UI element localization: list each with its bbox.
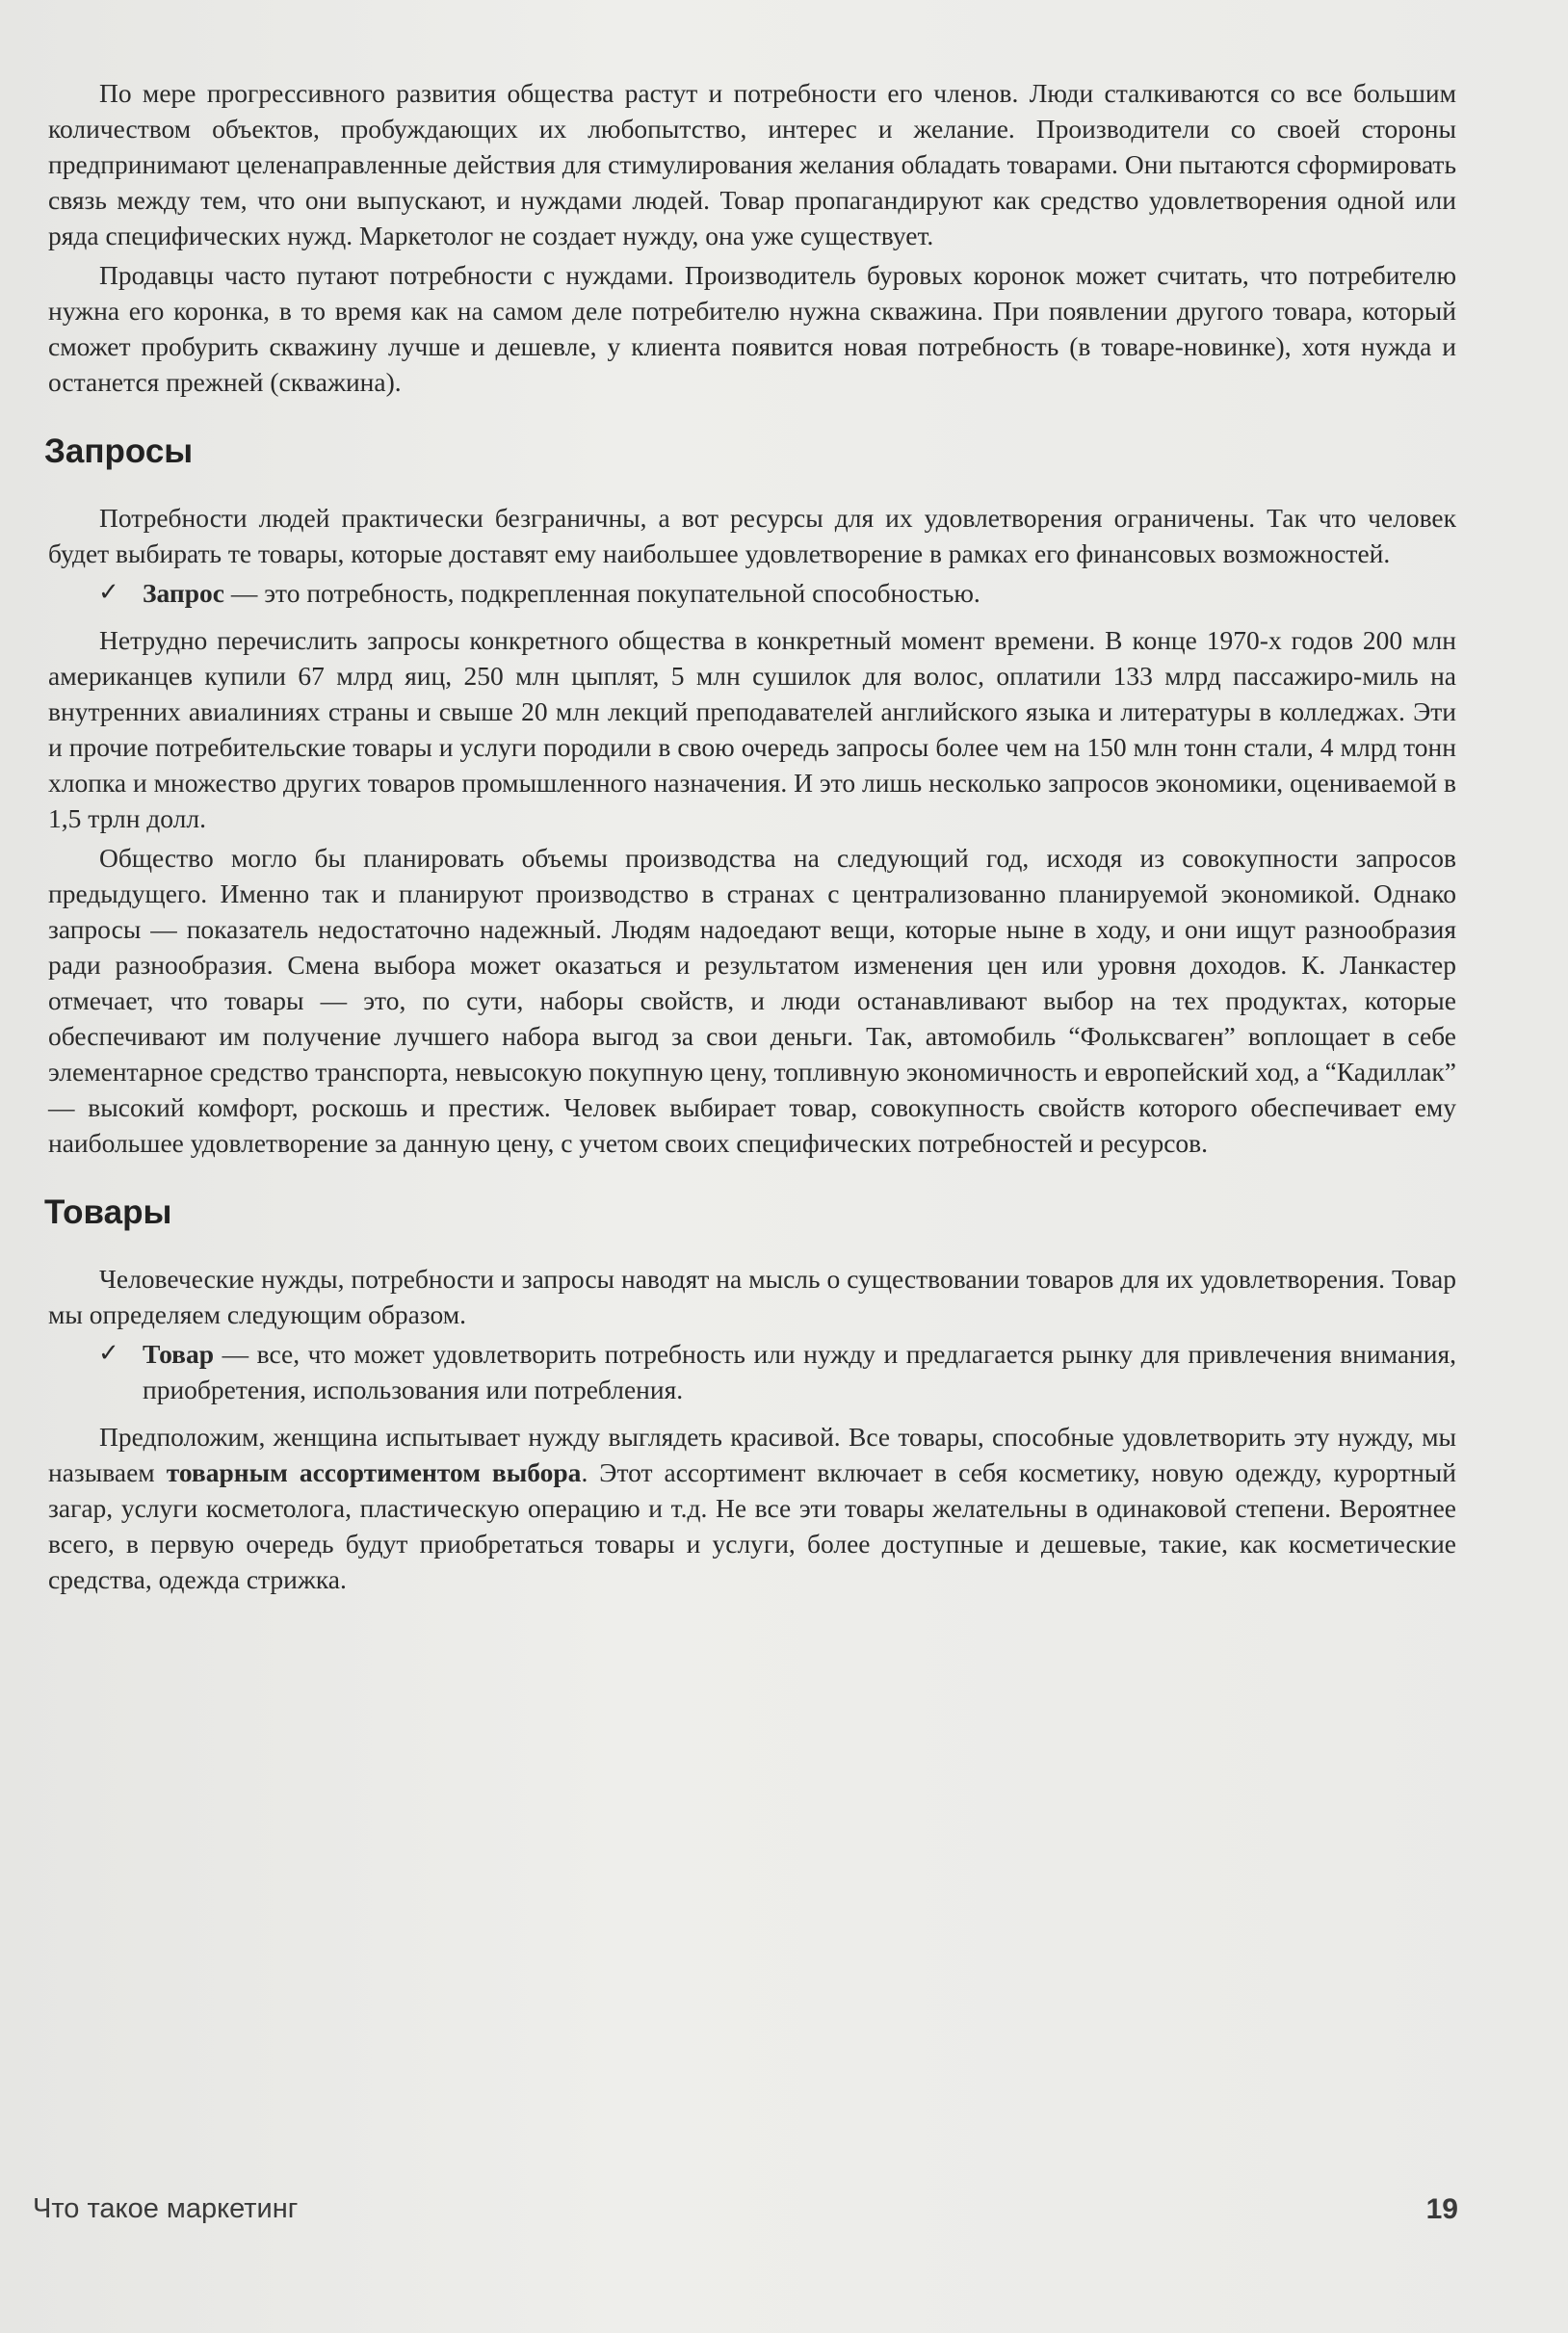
section-heading-goods: Товары: [44, 1193, 172, 1231]
definition-term: Товар: [143, 1339, 215, 1369]
goods-paragraph-1: Человеческие нужды, потребности и запросы наводят на мысль о существовании товаров для их удовлетворения. Товар мы определяем следующим образом.: [48, 1264, 1456, 1329]
paragraph-text: Предположим, женщина испытывает нужду выглядеть красивой. Все товары, способные удовлетворить эту нужду, мы называем: [48, 1422, 1456, 1487]
definition-goods: [48, 1336, 1456, 1407]
definition-text: — это потребность, подкрепленная покупательной способностью.: [224, 578, 980, 608]
definition-request: [48, 575, 1456, 611]
intro-paragraph-1: По мере прогрессивного развития общества растут и потребности его членов. Люди сталкиваются со все большим количеством объектов, пробуждающих их любопытство, интерес и желание. Производители со своей стороны предпринимают целенаправленные действия для стимулирования желания обладать товарами. Они пытаются сформировать связь между тем, что они выпускают, и нуждами людей. Товар пропагандируют как средство удовлетворения одной или ряда специфических нужд. Маркетолог не создает нужду, она уже существует.: [48, 78, 1456, 250]
page-content: [44, 75, 1456, 1601]
goods-paragraph-2: [48, 1419, 1456, 1597]
requests-paragraph-3: Общество могло бы планировать объемы производства на следующий год, исходя из совокупности запросов предыдущего. Именно так и планируют производство в странах с централизованно планируемой экономикой. Однако запросы — показатель недостаточно надежный. Людям надоедают вещи, которые ныне в ходу, и они ищут разнообразия ради разнообразия. Смена выбора может оказаться и результатом изменения цен или уровня доходов. К. Ланкастер отмечает, что товары — это, по сути, наборы свойств, и люди останавливают выбор на тех продуктах, которые обеспечивают им получение лучшего набора выгод за свои деньги. Так, автомобиль “Фольксваген” воплощает в себе элементарное средство транспорта, невысокую покупную цену, топливную экономичность и европейский ход, а “Кадиллак” — высокий комфорт, роскошь и престиж. Человек выбирает товар, совокупность свойств которого обеспечивает ему наибольшее удовлетворение за данную цену, с учетом своих специфических потребностей и ресурсов.: [48, 843, 1456, 1158]
requests-paragraph-2: Нетрудно перечислить запросы конкретного общества в конкретный момент времени. В конце 1970-х годов 200 млн американцев купили 67 млрд яиц, 250 млн цыплят, 5 млн сушилок для волос, оплатили 133 млрд пассажиро-миль на внутренних авиалиниях страны и свыше 20 млн лекций преподавателей английского языка и литературы в колледжах. Эти и прочие потребительские товары и услуги породили в свою очередь запросы более чем на 150 млн тонн стали, 4 млрд тонн хлопка и множество других товаров промышленного назначения. И это лишь несколько запросов экономики, оцениваемой в 1,5 трлн долл.: [48, 625, 1456, 833]
running-title: Что такое маркетинг: [33, 2193, 299, 2224]
page-footer: [33, 2193, 1458, 2232]
checkmark-icon: ✓: [98, 578, 119, 607]
definition-text: — все, что может удовлетворить потребность или нужду и предлагается рынку для привлечения внимания, приобретения, использования или потребления.: [143, 1339, 1456, 1404]
checkmark-icon: ✓: [98, 1339, 119, 1368]
bold-term: товарным ассортиментом выбора: [166, 1457, 582, 1487]
requests-paragraph-1: Потребности людей практически безграничны, а вот ресурсы для их удовлетворения ограничены. Так что человек будет выбирать те товары, которые доставят ему наибольшее удовлетворение в рамках его финансовых возможностей.: [48, 503, 1456, 568]
paragraph-text: . Этот ассортимент включает в себя косметику, новую одежду, курортный загар, услуги косметолога, пластическую операцию и т.д. Не все эти товары желательны в одинаковой степени. Вероятнее всего, в первую очередь будут приобретаться товары и услуги, более доступные и дешевые, такие, как косметические средства, одежда стрижка.: [48, 1457, 1456, 1594]
definition-term: Запрос: [143, 578, 224, 608]
page-number: 19: [1425, 2193, 1458, 2225]
intro-paragraph-2: Продавцы часто путают потребности с нуждами. Производитель буровых коронок может считать, что потребителю нужна его коронка, в то время как на самом деле потребителю нужна скважина. При появлении другого товара, который сможет пробурить скважину лучше и дешевле, у клиента появится новая потребность (в товаре-новинке), хотя нужда и останется прежней (скважина).: [48, 260, 1456, 397]
section-heading-requests: Запросы: [44, 433, 194, 470]
